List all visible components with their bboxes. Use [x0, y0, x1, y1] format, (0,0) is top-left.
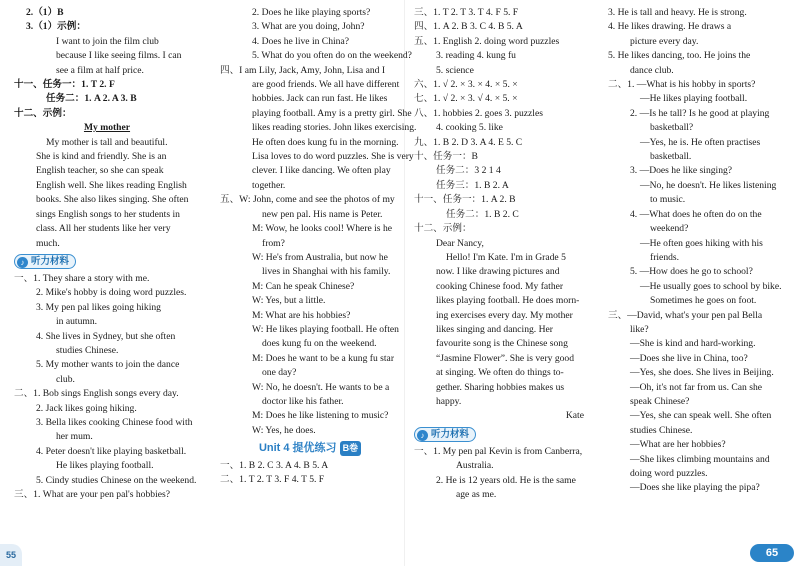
fold-line	[404, 0, 405, 566]
text-line: cooking Chinese food. My father	[436, 280, 564, 292]
text-line: —She is kind and hard-working.	[630, 338, 756, 350]
text-line: My mother	[83, 122, 131, 134]
text-line: Hello! I'm Kate. I'm in Grade 5	[446, 251, 566, 263]
text-line: 七、1. √ 2. × 3. √ 4. × 5. ×	[414, 93, 518, 105]
text-line: 八、1. hobbies 2. goes 3. puzzles	[414, 107, 543, 119]
text-line: 四、1. A 2. B 3. C 4. B 5. A	[414, 21, 523, 33]
section-tag-listening	[414, 424, 594, 445]
text-line: —Does she like playing the pipa?	[630, 482, 760, 494]
text-line: Lisa loves to do word puzzles. She is very	[252, 151, 414, 163]
text-line: 任务二：3 2 1 4	[436, 165, 501, 177]
text-line: 2. —Is he tall? Is he good at playing	[630, 107, 770, 119]
section-tag-listening	[14, 251, 200, 272]
unit-heading	[220, 441, 400, 455]
text-line: doing word puzzles.	[630, 468, 708, 479]
text-line: —He likes playing football.	[640, 93, 748, 105]
text-line: 5. science	[436, 64, 474, 76]
text-line: friends.	[650, 251, 680, 263]
text-line: 一、1. B 2. C 3. A 4. B 5. A	[220, 459, 329, 471]
text-line: sings English songs to her students in	[36, 208, 180, 220]
text-line: 5. Cindy studies Chinese on the weekend.	[36, 474, 197, 486]
headphones-icon: ♪	[417, 430, 428, 441]
text-line: Kate	[565, 410, 584, 422]
text-line: 五、1. English 2. doing word puzzles	[414, 35, 560, 47]
headphones-icon: ♪	[17, 257, 28, 268]
text-line: playing football. Amy is a pretty girl. She	[252, 107, 412, 119]
text-line: studies Chinese.	[630, 424, 693, 436]
tag-pill	[414, 427, 476, 442]
text-line: —He often goes hiking with his	[640, 237, 763, 249]
text-line: English well. She likes reading English	[36, 179, 187, 191]
text-line: 任务二：1. B 2. C	[446, 208, 519, 220]
text-line: much.	[36, 237, 60, 249]
tag-label: 听力材料	[431, 428, 470, 440]
text-line: lives in Shanghai with his family.	[262, 266, 391, 278]
text-line: hobbies. Jack can run fast. He likes	[252, 93, 388, 105]
text-line: 任务三：1. B 2. A	[436, 179, 509, 191]
text-line: are good friends. We all have different	[252, 79, 400, 91]
text-line: —She likes climbing mountains and	[630, 453, 770, 465]
text-line: 4. —What does he often do on the	[630, 208, 762, 220]
text-line: 二、1. —What is his hobby in sports?	[608, 79, 756, 91]
text-line: 2.（1）B	[26, 7, 64, 18]
text-line: —Does she live in China, too?	[630, 352, 748, 364]
column-1	[14, 6, 200, 502]
text-line: basketball?	[650, 122, 694, 134]
text-line: 3. reading 4. kung fu	[436, 50, 516, 62]
text-line: 2. Mike's hobby is doing word puzzles.	[36, 287, 187, 299]
text-line: 5. My mother wants to join the dance	[36, 359, 180, 371]
text-line: does kung fu on the weekend.	[262, 338, 377, 350]
text-line: to music.	[650, 194, 686, 206]
text-line: 三、—David, what's your pen pal Bella	[608, 309, 763, 321]
text-line: 任务二：1. A 2. A 3. B	[46, 93, 137, 105]
text-line: 3. Bella likes cooking Chinese food with	[36, 416, 193, 428]
text-line: 五、W: John, come and see the photos of my	[220, 194, 395, 206]
text-line: 十、任务一：B	[414, 151, 478, 163]
text-line: ing exercises every day. My mother	[436, 309, 573, 321]
text-line: He likes playing football.	[56, 460, 154, 472]
text-line: 5. —How does he go to school?	[630, 266, 753, 278]
text-line: 2. Jack likes going hiking.	[36, 402, 137, 414]
text-line: now. I like drawing pictures and	[436, 266, 560, 278]
text-line: 十一、任务一：1. T 2. F	[14, 79, 115, 91]
text-line: —He usually goes to school by bike.	[640, 280, 782, 292]
text-line: 4. Does he live in China?	[252, 35, 349, 47]
text-line: at singing. We often do things to-	[436, 367, 564, 379]
text-line: 3.（1）示例：	[26, 21, 86, 33]
text-line: likes playing football. He does morn-	[436, 295, 580, 307]
text-line: likes reading stories. John likes exercising.	[252, 122, 417, 134]
text-line: one day?	[262, 367, 297, 379]
text-line: “Jasmine Flower”. She is very good	[436, 352, 575, 364]
text-line: likes singing and dancing. Her	[436, 323, 553, 335]
text-line: M: Does he like listening to music?	[252, 410, 389, 422]
text-line: 5. What do you often do on the weekend?	[252, 50, 412, 62]
text-line: dance club.	[630, 64, 674, 76]
text-line: W: No, he doesn't. He wants to be a	[252, 381, 390, 393]
unit-badge: B卷	[340, 441, 362, 455]
text-line: 4. She lives in Sydney, but she often	[36, 330, 176, 342]
text-line: 十一、任务一：1. A 2. B	[414, 194, 516, 206]
text-line: Australia.	[456, 460, 494, 472]
text-line: studies Chinese.	[56, 344, 119, 356]
text-line: together.	[252, 179, 286, 191]
text-line: clever. I like dancing. We often play	[252, 165, 391, 177]
column-2	[220, 6, 417, 487]
text-line: English teacher, so she can speak	[36, 165, 164, 177]
text-line: age as me.	[456, 489, 497, 500]
text-line: from?	[262, 237, 285, 249]
text-line: 六、1. √ 2. × 3. × 4. × 5. ×	[414, 79, 518, 91]
text-line: She is kind and friendly. She is an	[36, 151, 167, 163]
unit-title: Unit 4 提优练习	[258, 442, 337, 455]
text-line: —Yes, she does. She lives in Beijing.	[630, 367, 774, 379]
text-line: class. All her students like her very	[36, 223, 171, 235]
text-line: M: Can he speak Chinese?	[252, 280, 355, 292]
text-line: because I like seeing films. I can	[56, 50, 182, 62]
text-line: —Yes, he is. He often practises	[640, 136, 761, 148]
text-line: W: Yes, but a little.	[252, 295, 326, 307]
text-line: M: Does he want to be a kung fu star	[252, 352, 395, 364]
text-line: 九、1. B 2. D 3. A 4. E 5. C	[414, 136, 523, 148]
text-line: picture every day.	[630, 35, 699, 47]
tag-label: 听力材料	[31, 255, 70, 267]
text-line: W: Yes, he does.	[252, 424, 316, 436]
text-line: —Yes, she can speak well. She often	[630, 410, 772, 422]
text-line: books. She also likes singing. She often	[36, 194, 189, 206]
text-line: speak Chinese?	[630, 395, 690, 407]
text-line: 2. Does he like playing sports?	[252, 7, 371, 18]
column-3	[414, 6, 594, 502]
text-line: 三、1. What are your pen pal's hobbies?	[14, 489, 170, 500]
text-line: 一、1. My pen pal Kevin is from Canberra,	[414, 445, 583, 457]
text-line: 3. My pen pal likes going hiking	[36, 301, 161, 313]
text-line: in autumn.	[56, 316, 98, 328]
text-line: I want to join the film club	[56, 35, 159, 47]
text-line: club.	[56, 373, 75, 385]
text-line: —No, he doesn't. He likes listening	[640, 179, 777, 191]
text-line: 4. He likes drawing. He draws a	[608, 21, 732, 33]
text-line: —What are her hobbies?	[630, 439, 726, 451]
text-line: like?	[630, 323, 649, 335]
text-line: M: What are his hobbies?	[252, 309, 351, 321]
text-line: He often does kung fu in the morning.	[252, 136, 399, 148]
column-4	[608, 6, 790, 496]
text-line: Dear Nancy,	[436, 237, 484, 249]
text-line: 二、1. Bob sings English songs every day.	[14, 388, 179, 400]
text-line: 二、1. T 2. T 3. F 4. T 5. F	[220, 474, 325, 485]
text-line: 3. He is tall and heavy. He is strong.	[608, 7, 747, 18]
corner-page-mark: 55	[0, 544, 22, 566]
text-line: 3. —Does he like singing?	[630, 165, 733, 177]
text-line: 十二、示例：	[414, 223, 472, 235]
text-line: M: Wow, he looks cool! Where is he	[252, 223, 392, 235]
text-line: 5. He likes dancing, too. He joins the	[608, 50, 751, 62]
text-line: basketball.	[650, 151, 692, 163]
text-line: 4. Peter doesn't like playing basketball.	[36, 445, 187, 457]
text-line: favourite song is the Chinese song	[436, 338, 568, 350]
text-line: 十二、示例：	[14, 107, 72, 119]
text-line: doctor like his father.	[262, 395, 344, 407]
text-line: My mother is tall and beautiful.	[46, 136, 168, 148]
text-line: 3. What are you doing, John?	[252, 21, 365, 33]
text-line: 4. cooking 5. like	[436, 122, 503, 134]
tag-pill	[14, 254, 76, 269]
text-line: gether. Sharing hobbies makes us	[436, 381, 565, 393]
text-line: see a film at half price.	[56, 64, 144, 76]
text-line: W: He's from Australia, but now he	[252, 251, 388, 263]
text-line: weekend?	[650, 223, 689, 235]
text-line: 三、1. T 2. T 3. T 4. F 5. F	[414, 7, 519, 18]
text-line: happy.	[436, 395, 462, 407]
text-line: 四、I am Lily, Jack, Amy, John, Lisa and I	[220, 64, 386, 76]
text-line: her mum.	[56, 431, 93, 443]
text-line: W: He likes playing football. He often	[252, 323, 399, 335]
text-line: Sometimes he goes on foot.	[650, 295, 757, 307]
text-line: 2. He is 12 years old. He is the same	[436, 474, 576, 486]
text-line: new pen pal. His name is Peter.	[262, 208, 383, 220]
page-number: 65	[750, 544, 794, 562]
text-line: —Oh, it's not far from us. Can she	[630, 381, 763, 393]
text-line: 一、1. They share a story with me.	[14, 272, 150, 284]
